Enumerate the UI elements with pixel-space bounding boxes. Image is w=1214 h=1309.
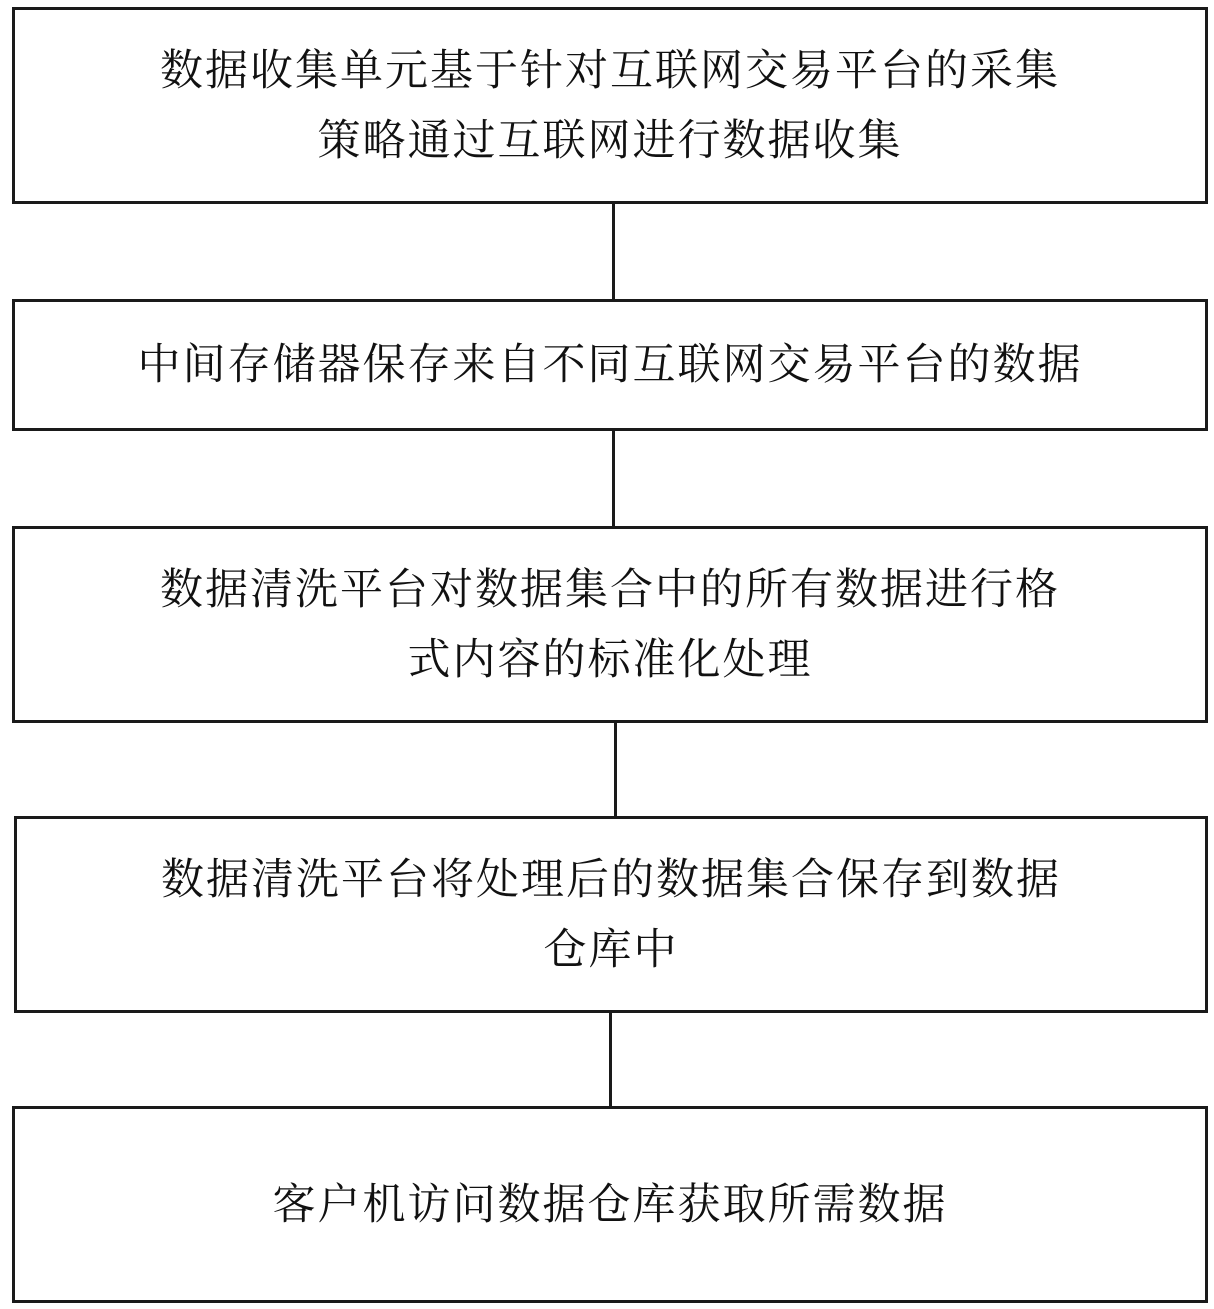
step-3-line-2: 式内容的标准化处理 [407, 634, 813, 685]
step-2-line-1: 中间存储器保存来自不同互联网交易平台的数据 [137, 340, 1083, 390]
step-3-data-cleaning-box [12, 526, 1208, 723]
step-4-line-2: 仓库中 [543, 924, 679, 975]
step-3-line-1: 数据清洗平台对数据集合中的所有数据进行格 [160, 564, 1060, 615]
connector-line-3-4 [614, 723, 617, 816]
step-1-line-1: 数据收集单元基于针对互联网交易平台的采集 [160, 45, 1060, 96]
step-1-text [160, 36, 1060, 176]
step-2-intermediate-storage-box [12, 299, 1208, 431]
step-5-line-1: 客户机访问数据仓库获取所需数据 [272, 1179, 948, 1230]
step-5-client-access-box [12, 1106, 1208, 1303]
step-4-line-1: 数据清洗平台将处理后的数据集合保存到数据 [161, 854, 1061, 905]
connector-line-4-5 [609, 1013, 612, 1106]
step-5-text [273, 1170, 948, 1240]
step-4-text [161, 845, 1061, 985]
connector-line-2-3 [612, 431, 615, 526]
step-4-save-to-warehouse-box [14, 816, 1208, 1013]
step-1-line-2: 策略通过互联网进行数据收集 [317, 115, 903, 166]
step-1-data-collection-box [12, 7, 1208, 204]
connector-line-1-2 [612, 204, 615, 299]
step-3-text [160, 555, 1060, 695]
step-2-text [138, 330, 1083, 400]
